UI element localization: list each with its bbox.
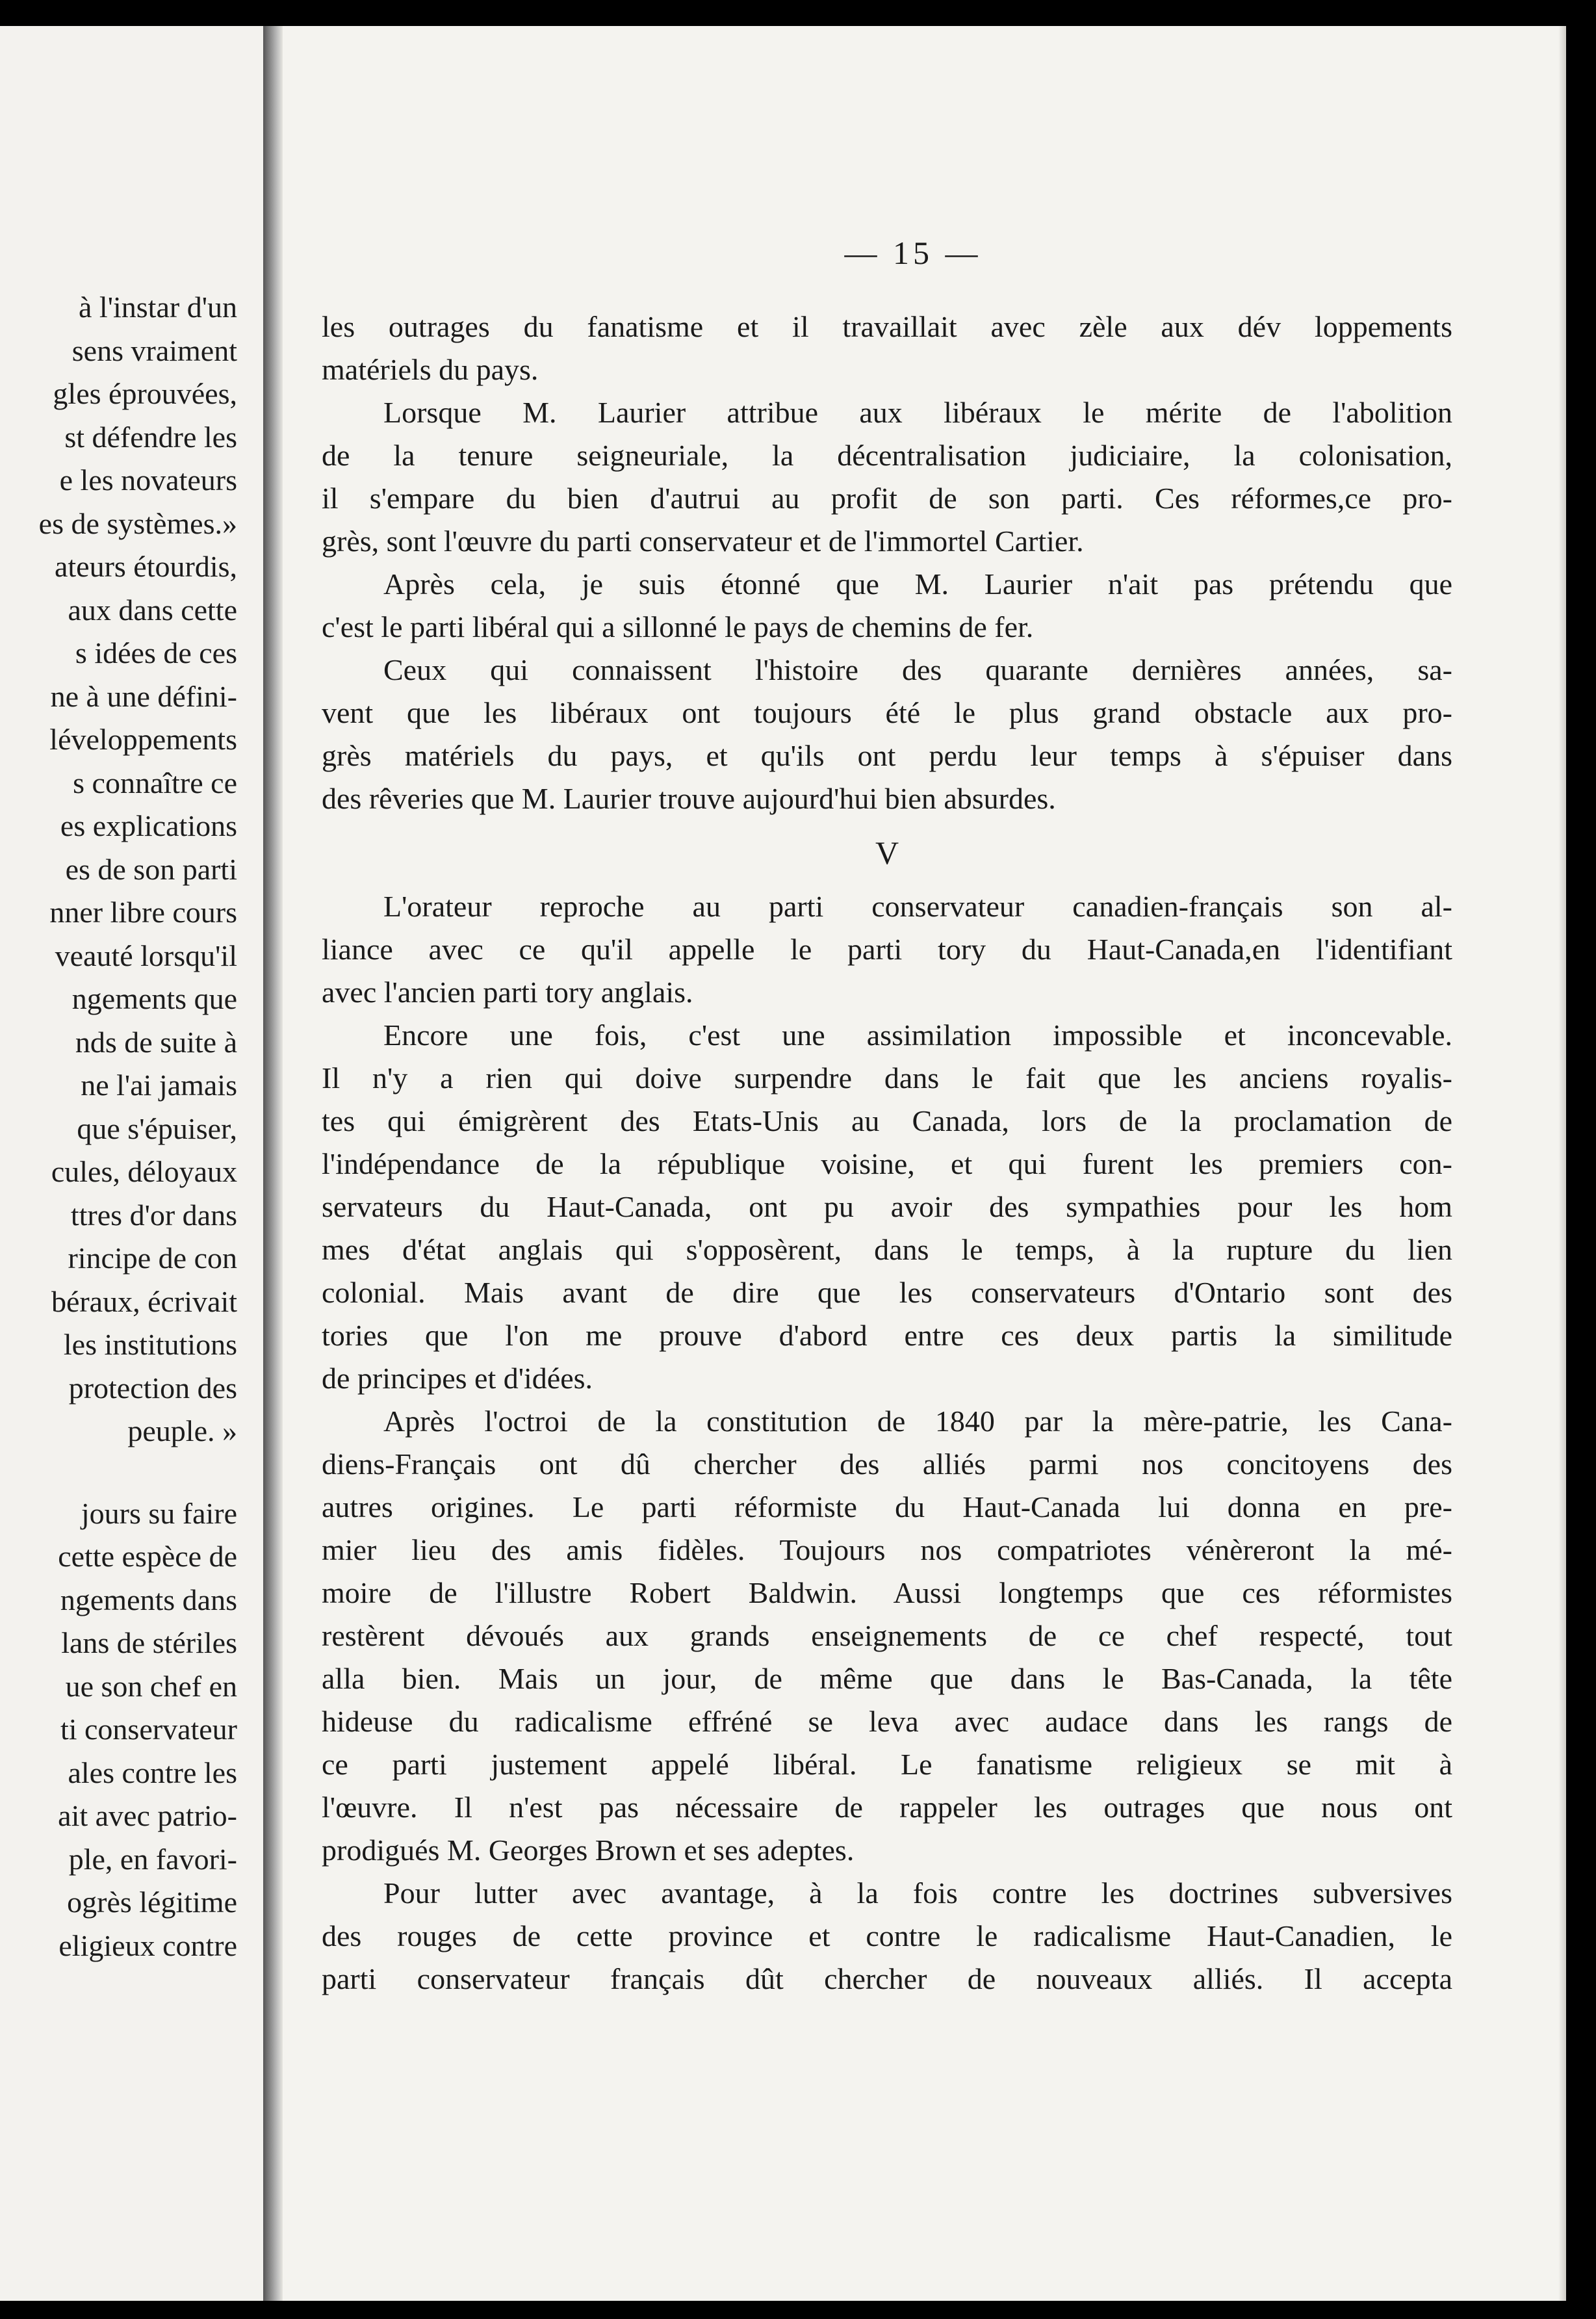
text-line: parti conservateur français dût chercher de nouveaux alliés. Il accepta — [322, 1962, 1452, 1995]
left-page-line: rincipe de con — [68, 1241, 237, 1275]
left-page-line: e les novateurs — [59, 463, 237, 497]
left-page-line: ple, en favori- — [68, 1842, 237, 1876]
text-line: Pour lutter avec avantage, à la fois contre les doctrines subversives — [383, 1876, 1452, 1910]
section-heading: V — [875, 835, 899, 871]
text-line: vent que les libéraux ont toujours été le plus grand obstacle aux pro- — [322, 696, 1452, 729]
left-page-line: nner libre cours — [49, 896, 237, 929]
left-page-line: protection des — [68, 1371, 237, 1405]
text-line: de principes et d'idées. — [322, 1362, 593, 1395]
left-page-line: aux dans cette — [68, 593, 237, 627]
text-line: Après cela, je suis étonné que M. Laurier n'ait pas prétendu que — [383, 567, 1452, 601]
left-page-line: ales contre les — [68, 1755, 237, 1789]
body-text — [322, 305, 1452, 2001]
text-line: Encore une fois, c'est une assimilation impossible et inconcevable. — [383, 1018, 1452, 1052]
left-page-line: lans de stériles — [61, 1626, 237, 1659]
text-line: Il n'y a rien qui doive surpendre dans le fait que les anciens royalis- — [322, 1061, 1452, 1095]
left-page-line: nds de suite à — [75, 1025, 237, 1059]
paragraph — [322, 1872, 1452, 2001]
text-line: liance avec ce qu'il appelle le parti tory du Haut-Canada,en l'identifiant — [322, 933, 1452, 966]
text-line: l'œuvre. Il n'est pas nécessaire de rappeler les outrages que nous ont — [322, 1791, 1452, 1824]
page-number: — 15 — — [844, 235, 982, 271]
left-page-line: cette espèce de — [58, 1540, 237, 1573]
left-page-line: ne l'ai jamais — [81, 1069, 237, 1102]
text-line: Après l'octroi de la constitution de 1840 par la mère-patrie, les Cana- — [383, 1405, 1452, 1438]
text-line: des rêveries que M. Laurier trouve aujourd'hui bien absurdes. — [322, 782, 1056, 815]
left-page-line: s connaître ce — [73, 766, 237, 799]
left-page-line: es de systèmes.» — [38, 506, 237, 540]
left-page-line: ngements dans — [60, 1583, 237, 1616]
text-line: autres origines. Le parti réformiste du Haut-Canada lui donna en pre- — [322, 1490, 1452, 1523]
left-page-line: peuple. » — [127, 1414, 237, 1447]
text-line: ce parti justement appelé libéral. Le fanatisme religieux se mit à — [322, 1748, 1452, 1781]
paragraph — [322, 563, 1452, 649]
text-line: tories que l'on me prouve d'abord entre ces deux partis la similitude — [322, 1319, 1452, 1352]
left-page-line: s idées de ces — [75, 636, 237, 669]
left-page-line: sens vraiment — [71, 333, 237, 367]
left-page-line: ti conservateur — [60, 1713, 237, 1746]
text-line: mier lieu des amis fidèles. Toujours nos compatriotes vénèreront la mé- — [322, 1533, 1452, 1566]
text-line: colonial. Mais avant de dire que les conservateurs d'Ontario sont des — [322, 1276, 1452, 1309]
text-line: restèrent dévoués aux grands enseignements de ce chef respecté, tout — [322, 1619, 1452, 1652]
left-page-line: léveloppements — [49, 723, 237, 756]
left-page-line: gles éprouvées, — [53, 377, 237, 410]
text-line: prodigués M. Georges Brown et ses adeptes. — [322, 1833, 855, 1867]
left-page-line: es de son parti — [65, 852, 237, 886]
text-line: il s'empare du bien d'autrui au profit de son parti. Ces réformes,ce pro- — [322, 482, 1452, 515]
left-page-line: eligieux contre — [58, 1928, 237, 1962]
left-page-line: à l'instar d'un — [79, 291, 237, 324]
text-line: mes d'état anglais qui s'opposèrent, dans le temps, à la rupture du lien — [322, 1233, 1452, 1266]
text-line: grès, sont l'œuvre du parti conservateur et de l'immortel Cartier. — [322, 525, 1084, 558]
text-line: c'est le parti libéral qui a sillonné le pays de chemins de fer. — [322, 610, 1034, 643]
left-page-line: ogrès légitime — [67, 1885, 237, 1919]
page — [283, 26, 1566, 2301]
left-page-line: ttres d'or dans — [70, 1198, 237, 1232]
text-line: Ceux qui connaissent l'histoire des quarante dernières années, sa- — [383, 653, 1452, 686]
text-line: les outrages du fanatisme et il travaillait avec zèle aux dév loppements — [322, 310, 1452, 343]
binding-gutter — [263, 26, 283, 2301]
paragraph — [322, 649, 1452, 820]
text-line: moire de l'illustre Robert Baldwin. Aussi longtemps que ces réformistes — [322, 1576, 1452, 1609]
left-page-line: ait avec patrio- — [58, 1799, 237, 1832]
text-line: des rouges de cette province et contre le radicalisme Haut-Canadien, le — [322, 1919, 1452, 1952]
left-page-line: es explications — [60, 809, 237, 842]
left-page-line: ngements que — [71, 982, 237, 1015]
text-line: grès matériels du pays, et qu'ils ont perdu leur temps à s'épuiser dans — [322, 739, 1452, 772]
left-page-line: ateurs étourdis, — [54, 550, 237, 583]
left-page-line: les institutions — [63, 1328, 237, 1361]
left-page-line: cules, déloyaux — [51, 1155, 237, 1188]
left-page-line: que s'épuiser, — [77, 1111, 237, 1145]
text-line: alla bien. Mais un jour, de même que dans le Bas-Canada, la tête — [322, 1662, 1452, 1695]
text-line: L'orateur reproche au parti conservateur canadien-français son al- — [383, 890, 1452, 923]
text-line: servateurs du Haut-Canada, ont pu avoir des sympathies pour les hom — [322, 1190, 1452, 1223]
left-page-line: jours su faire — [81, 1496, 237, 1530]
left-page-line: veauté lorsqu'il — [55, 939, 237, 972]
text-line: diens-Français ont dû chercher des alliés parmi nos concitoyens des — [322, 1447, 1452, 1481]
text-line: avec l'ancien parti tory anglais. — [322, 976, 693, 1009]
paragraph — [322, 305, 1452, 391]
paragraph — [322, 1400, 1452, 1872]
text-line: tes qui émigrèrent des Etats-Unis au Canada, lors de la proclamation de — [322, 1104, 1452, 1137]
left-page-line: ne à une défini- — [50, 679, 237, 713]
paragraph — [322, 885, 1452, 1014]
page-edge-shadow — [1558, 26, 1566, 2301]
paragraph — [322, 391, 1452, 563]
text-line: matériels du pays. — [322, 353, 539, 386]
paragraph — [322, 1014, 1452, 1400]
left-page-line: béraux, écrivait — [51, 1284, 237, 1318]
text-line: l'indépendance de la république voisine, et qui furent les premiers con- — [322, 1147, 1452, 1180]
text-line: hideuse du radicalisme effréné se leva avec audace dans les rangs de — [322, 1705, 1452, 1738]
text-line: de la tenure seigneuriale, la décentralisation judiciaire, la colonisation, — [322, 439, 1452, 472]
text-line: Lorsque M. Laurier attribue aux libéraux le mérite de l'abolition — [383, 396, 1452, 429]
left-page-fragment — [0, 26, 263, 2301]
left-page-line: st défendre les — [64, 420, 237, 454]
left-page-line: ue son chef en — [65, 1669, 237, 1703]
